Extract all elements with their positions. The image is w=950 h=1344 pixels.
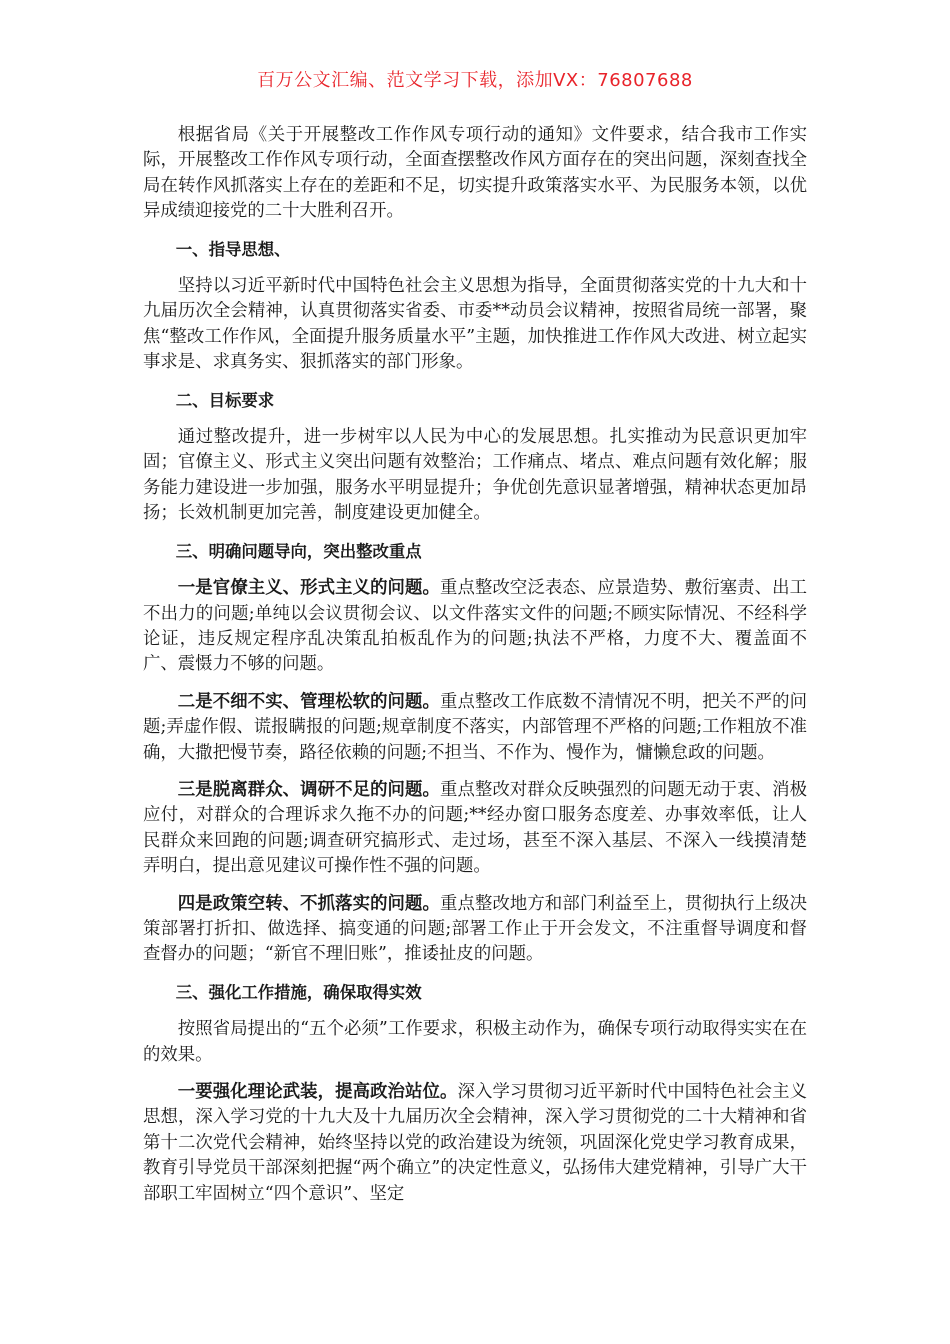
watermark-banner: 百万公文汇编、范文学习下载，添加VX：76807688 <box>257 70 693 91</box>
section-heading-problem-focus: 三、明确问题导向，突出整改重点 <box>175 541 422 561</box>
measures-paragraph: 按照省局提出的“五个必须”工作要求，积极主动作为，确保专项行动取得实实在在的效果。 <box>143 1019 807 1065</box>
intro-paragraph: 根据省局《关于开展整改工作作风专项行动的通知》文件要求，结合我市工作实际，开展整改工作作风专项行动，全面查摆整改作风方面存在的突出问题，深刻查找全局在转作风抓落实上存在的差距和不足，切实提升政策落实水平、为民服务本领，以优异成绩迎接党的二十大胜利召开。 <box>143 125 807 222</box>
measure-item-1 <box>143 1080 807 1207</box>
problem-item-4-text: 重点整改地方和部门利益至上，贯彻执行上级决策部署打折扣、做选择、搞变通的问题;部署工作止于开会发文，不注重督导调度和督查督办的问题；“新官不理旧账”，推诿扯皮的问题。 <box>143 893 807 965</box>
measure-item-1-text: 深入学习贯彻习近平新时代中国特色社会主义思想，深入学习党的十九大及十九届历次全会精神，深入学习贯彻党的二十大精神和省第十二次党代会精神，始终坚持以党的政治建设为统领，巩固深化党史学习教育成果，教育引导党员干部深刻把握“两个确立”的决定性意义，弘扬伟大建党精神，引导广大干部职工牢固树立“四个意识”、坚定 <box>143 1082 807 1204</box>
problem-item-3-lead: 三是脱离群众、调研不足的问题。 <box>177 779 440 800</box>
section-heading-measures: 三、强化工作措施，确保取得实效 <box>175 982 422 1002</box>
section-heading-guiding-ideology: 一、指导思想、 <box>175 239 291 259</box>
problem-item-1 <box>143 576 807 678</box>
problem-item-3-text: 重点整改对群众反映强烈的问题无动于衷、消极应付，对群众的合理诉求久拖不办的问题;**经办窗口服务态度差、办事效率低，让人民群众来回跑的问题;调查研究搞形式、走过场，甚至不深入基层、不深入一线摸清楚弄明白，提出意见建议可操作性不强的问题。 <box>143 779 807 877</box>
problem-item-1-lead: 一是官僚主义、形式主义的问题。 <box>177 578 440 599</box>
measure-item-1-lead: 一要强化理论武装，提高政治站位。 <box>177 1082 458 1102</box>
problem-item-1-text: 重点整改空泛表态、应景造势、敷衍塞责、出工不出力的问题;单纯以会议贯彻会议、以文件落实文件的问题;不顾实际情况、不经科学论证，违反规定程序乱决策乱拍板乱作为的问题;执法不严格，力度不大、覆盖面不广、震慑力不够的问题。 <box>143 578 807 675</box>
problem-item-3 <box>143 778 807 880</box>
problem-item-2-lead: 二是不细不实、管理松软的问题。 <box>177 691 440 712</box>
guiding-ideology-paragraph: 坚持以习近平新时代中国特色社会主义思想为指导，全面贯彻落实党的十九大和十九届历次全会精神，认真贯彻落实省委、市委**动员会议精神，按照省局统一部署，聚焦“整改工作作风，全面提升服务质量水平”主题，加快推进工作作风大改进、树立起实事求是、求真务实、狠抓落实的部门形象。 <box>143 276 807 373</box>
problem-item-2-text: 重点整改工作底数不清情况不明，把关不严的问题;弄虚作假、谎报瞒报的问题;规章制度不落实，内部管理不严格的问题;工作粗放不准确，大撒把慢节奏，路径依赖的问题;不担当、不作为、慢作为，慵懒怠政的问题。 <box>143 691 807 763</box>
goals-paragraph: 通过整改提升，进一步树牢以人民为中心的发展思想。扎实推动为民意识更加牢固；官僚主义、形式主义突出问题有效整治；工作痛点、堵点、难点问题有效化解；服务能力建设进一步加强，服务水平明显提升；争优创先意识显著增强，精神状态更加昂扬；长效机制更加完善，制度建设更加健全。 <box>143 427 807 524</box>
problem-item-4-lead: 四是政策空转、不抓落实的问题。 <box>177 893 440 914</box>
problem-item-4 <box>143 892 807 968</box>
document-body <box>143 123 807 1219</box>
section-heading-goals: 二、目标要求 <box>175 390 275 410</box>
problem-item-2 <box>143 690 807 766</box>
